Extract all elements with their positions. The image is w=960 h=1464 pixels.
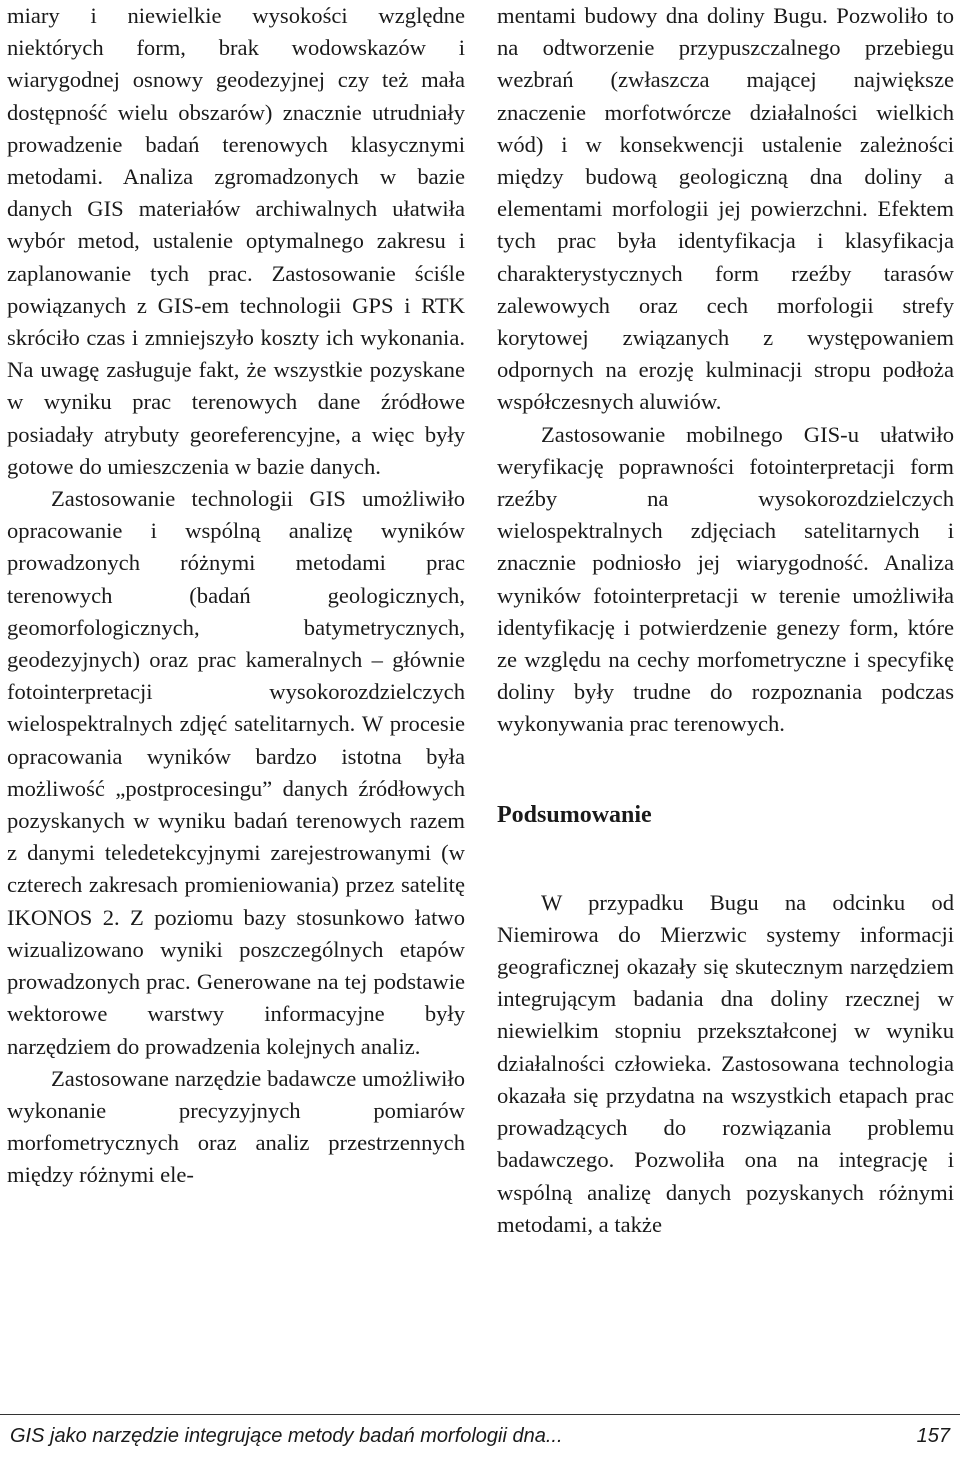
- right-paragraph-1: mentami budowy dna doliny Bugu. Pozwoliło to na odtworzenie przypuszczalnego przebiegu wezbrań (zwłaszcza mającej największe znaczenie morfotwórcze działalności wielkich wód) i w konsekwencji ustalenie zależności między budową geologiczną dna doliny a elementami morfologii jej powierzchni. Efektem tych prac była identyfikacja i klasyfikacja charakterystycznych form rzeźby tarasów zalewowych oraz cech morfologii strefy korytowej związanych z występowaniem odpornych na erozję kulminacji stropu podłoża współczesnych aluwiów.: [497, 3, 954, 415]
- right-paragraph-2: Zastosowanie mobilnego GIS-u ułatwiło weryfikację poprawności fotointerpretacji form rzeźby na wysokorozdzielczych wielospektralnych zdjęciach satelitarnych i znacznie podniosło jej wiarygodność. Analiza wyników fotointerpretacji w terenie umożliwiła identyfikację i potwierdzenie genezy form, które ze względu na cechy morfometryczne i specyfikę doliny były trudne do rozpoznania podczas wykonywania prac terenowych.: [497, 421, 954, 737]
- left-column: [7, 0, 465, 1192]
- running-title: GIS jako narzędzie integrujące metody badań morfologii dna...: [10, 1425, 563, 1447]
- left-paragraph-2: Zastosowanie technologii GIS umożliwiło opracowanie i wspólną analizę wyników prowadzonych różnymi metodami prac terenowych (badań geologicznych, geomorfologicznych, batymetrycznych, geodezyjnych) oraz prac kameralnych – głównie fotointerpretacji wysokorozdzielczych wielospektralnych zdjęć satelitarnych. W procesie opracowania wyników bardzo istotna była możliwość „postprocesingu” danych źródłowych pozyskanych w wyniku badań terenowych razem z danymi teledetekcyjnymi zarejestrowanymi (w czterech zakresach promieniowania) przez satelitę IKONOS 2. Z poziomu bazy stosunkowo łatwo wizualizowano wyniki poszczególnych etapów prowadzonych prac. Generowane na tej podstawie wektorowe warstwy informacyjne były narzędziem do prowadzenia kolejnych analiz.: [7, 486, 465, 1059]
- right-column: [497, 0, 954, 1241]
- section-heading: Podsumowanie: [497, 801, 652, 828]
- left-paragraph-3: Zastosowane narzędzie badawcze umożliwiło wykonanie precyzyjnych pomiarów morfometrycznych oraz analiz przestrzennych między różnymi ele-: [7, 1065, 465, 1188]
- footer-divider: [0, 1414, 960, 1415]
- left-paragraph-1: miary i niewielkie wysokości względne niektórych form, brak wodowskazów i wiarygodnej osnowy geodezyjnej czy też mała dostępność wielu obszarów) znacznie utrudniały prowadzenie badań terenowych klasycznymi metodami. Analiza zgromadzonych w bazie danych GIS materiałów archiwalnych ułatwiła wybór metod, ustalenie optymalnego zakresu i zaplanowanie tych prac. Zastosowanie ściśle powiązanych z GIS-em technologii GPS i RTK skróciło czas i zmniejszyło koszty ich wykonania. Na uwagę zasługuje fakt, że wszystkie pozyskane w wyniku prac terenowych dane źródłowe posiadały atrybuty georeferencyjne, a więc były gotowe do umieszczenia w bazie danych.: [7, 3, 465, 479]
- page-number: 157: [916, 1425, 950, 1447]
- right-paragraph-3: W przypadku Bugu na odcinku od Niemirowa do Mierzwic systemy informacji geograficznej okazały się skutecznym narzędziem integrującym badania dna doliny rzecznej w niewielkim stopniu przekształconej w wyniku działalności człowieka. Zastosowana technologia okazała się przydatna na wszystkich etapach prac prowadzących do rozwiązania problemu badawczego. Pozwoliła ona na integrację i wspólną analizę danych pozyskanych różnymi metodami, a także: [497, 889, 954, 1237]
